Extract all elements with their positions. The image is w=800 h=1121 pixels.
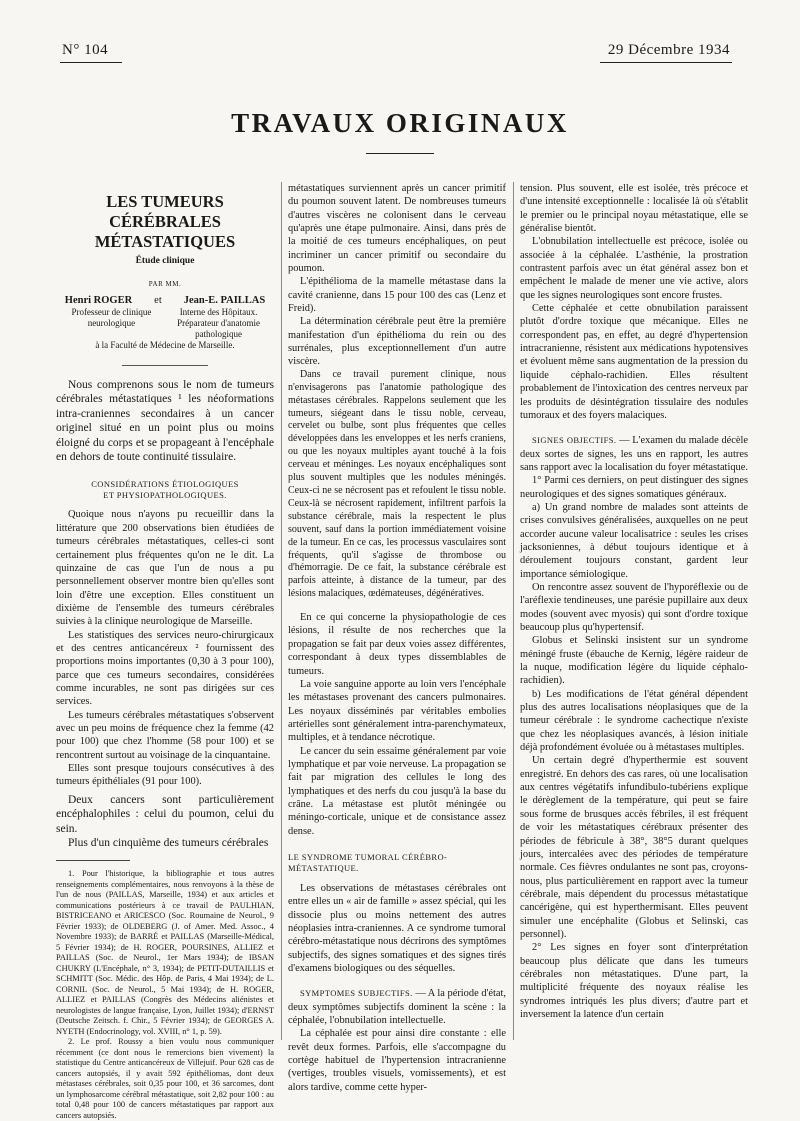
paragraph: Deux cancers sont particulièrement encéphalophiles : celui du poumon, celui du sein.: [56, 793, 274, 835]
paragraph: Les statistiques des services neuro-chirurgicaux et des centres anticancéreux ² fournissent des proportions moins importantes (0,30 à 3 pour 100), parce que ces tumeurs secondaires, considérées comme incurables, ne sont pas dirigées sur ces services.: [56, 629, 274, 708]
column-2: [288, 182, 506, 1094]
paragraph: Les tumeurs cérébrales métastatiques s'observent avec un peu moins de fréquence chez la femme (42 pour 100) que chez l'homme (58 pour 100) et se rencontrent surtout au voisinage de la cinquantaine.: [56, 709, 274, 761]
paragraph: SYMPTOMES SUBJECTIFS. — A la période d'état, deux symptômes subjectifs dominent la scène : la céphalée, l'obnubilation intellectuelle.: [288, 988, 506, 1027]
section-title: TRAVAUX ORIGINAUX: [231, 108, 569, 138]
author-affiliations: [56, 307, 274, 340]
paragraph: L'épithélioma de la mamelle métastase dans la cavité cranienne, dans 15 pour 100 des cas (Lenz et Freid).: [288, 276, 506, 315]
paragraph: métastatiques surviennent après un cancer primitif du poumon souvent latent. De nombreuses tumeurs d'autres viscères ne colonisent dans le cerveau qu'après une étape pulmonaire. Ainsi, dans près de la moitié de ces tumeurs encéphaliques, on peut incriminer un cancer primitif ou secondaire du poumon.: [288, 183, 506, 275]
paragraph: L'obnubilation intellectuelle est précoce, isolée ou associée à la céphalée. L'asthénie, la prostration contrastent parfois avec un état général assez bon et empêchent le malade de mener une vie active, alors que les signes neurologiques sont encore frustes.: [520, 236, 748, 301]
author-conjunction: et: [154, 294, 162, 306]
article-title: LES TUMEURS CÉRÉBRALES MÉTASTATIQUES: [94, 192, 236, 251]
paragraph: SIGNES OBJECTIFS. — L'examen du malade décèle deux sortes de signes, les uns en rapport, les autres sans rapport avec la localisation du foyer métastatique.: [520, 435, 748, 473]
paragraph: Quoique nous n'ayons pu recueillir dans la littérature que 200 observations bien étudiées de tumeurs cérébrales métastatiques, celles-ci sont certainement plus fréquentes qu'on ne le dit. La quinzaine de cas que l'un de nous a pu personnellement observer montre bien qu'elles sont loin d'être une exception. Elles constituent un dixième de l'ensemble des tumeurs cérébrales suivies à la clinique neurologique de Marseille.: [56, 509, 274, 628]
issue-date: 29 Décembre 1934: [607, 42, 730, 58]
footnote: 1. Pour l'historique, la bibliographie et tous autres renseignements complémentaires, nous renvoyons à la thèse de l'un de nous (PAILLAS, Marseille, 1934) et aux articles et communications postérieurs à ce travail de PAULHIAN, BISTRICEANO et ARICESCO (Soc. Roumaine de Neurol., 9 Février 1933); de OLDEBERG (J. of Amer. Med. Assoc., 4 Novembre 1933); de BARRÉ et PAILLAS (Marseille-Médical, 5 Février 1934); de H. ROGER, POURSINES, ALLIEZ et PAILLAS (Soc. de Neurol., 1er Mars 1934); de IBSAN CHUKRY (L'Encéphale, n° 3, 1934); de PETIT-DUTAILLIS et SCHMITT (Soc. Médic. des Hôp. de Paris, 4 Mai 1934); de L. CORNIL (Soc. de Neurol., 5 Mai 1934); de H. ROGER, ALLIEZ et PAILLAS (Congrès des Médecins aliénistes et neurologistes de langue française, Lyon, Juillet 1934); d'ERNST (Deutsche Zeitsch. f. Chir., 5 Février 1934); de GEORGES A. NYETH (Endocrinology, vol. XVIII, n° 1, p. 59).: [56, 869, 274, 1036]
paragraph: 2° Les signes en foyer sont d'interprétation beaucoup plus délicate que dans les tumeurs cérébrales non métastatiques. D'une part, la multiplicité fréquente des noyaux réalise les syndromes intriqués les plus divers; d'autre part et inversement la latence d'un certain: [520, 942, 748, 1020]
paragraph: Cette céphalée et cette obnubilation paraissent plutôt d'ordre toxique que mécanique. Elles ne correspondent pas, en effet, au degré d'hypertension intracranienne, résistent aux médications hypotensives et évoluent même sans augmentation de la pression du liquide céphalo-rachidien. Elles résultent probablement de l'intoxication des centres nerveux par les produits de désintégration tissulaire des nodules tumoraux et des foyers malaciques.: [520, 303, 748, 421]
authors: [56, 294, 274, 307]
paragraph: 1° Parmi ces derniers, on peut distinguer des signes neurologiques et des signes somatiques généraux.: [520, 475, 748, 500]
author-name: Jean-E. PAILLAS: [183, 294, 266, 306]
paragraph: b) Les modifications de l'état général dépendent plus des autres localisations néoplasiques que de la tumeur cérébrale : le syndrome cachectique n'existe que chez les néoplasiques avancés, à lésion initiale déjà profondément évoluée ou à métastases multiples.: [520, 688, 748, 754]
column-1: [56, 182, 274, 1121]
inline-heading: SIGNES OBJECTIFS.: [532, 435, 617, 446]
paragraph: En ce qui concerne la physiopathologie de ces lésions, il résulte de nos recherches que la propagation se fait par deux voies assez différentes, correspondant à deux types dissemblables de tumeurs.: [288, 612, 506, 677]
footnote-rule: [56, 860, 130, 861]
faculty-affiliation: à la Faculté de Médecine de Marseille.: [95, 340, 235, 351]
paragraph: Plus d'un cinquième des tumeurs cérébrales: [68, 836, 269, 849]
section-heading: CONSIDÉRATIONS ÉTIOLOGIQUES ET PHYSIOPATHOLOGIQUES.: [91, 479, 239, 501]
paragraph: La voie sanguine apporte au loin vers l'encéphale les métastases provenant des cancers pulmonaires. Les noyaux disséminés par véritables embolies artérielles sont généralement intra-parenchymateux, multiples, et à tendance nécrotique.: [288, 678, 506, 744]
paragraph: Globus et Selinski insistent sur un syndrome méningé fruste (ébauche de Kernig, légère raideur de la nuque, modification légère du liquide céphalo-rachidien).: [520, 635, 748, 687]
by-line-prefix: PAR MM.: [148, 280, 182, 289]
column-rule: [513, 182, 514, 1040]
column-rule: [281, 182, 282, 1040]
footnote: 2. Le prof. Roussy a bien voulu nous communiquer récemment (ce dont nous le remercions bien vivement) la statistique du Centre anticancéreux de Villejuif. Pour 628 cas de cancers autopsiés, il y avait 592 épithéliomas, dont deux métastases cérébrales, soit 0,35 pour 100, et 36 sarcomes, dont un lymphosarcome cérébral métastatique, soit 2,82 pour 100 : au total 0,48 pour 100 de cancers métastatiques par rapport aux cancers autopsiés.: [56, 1037, 274, 1120]
intro-paragraph: Nous comprenons sous le nom de tumeurs cérébrales métastatiques ¹ les néoformations intra-craniennes secondaires à un cancer originel situé en un point plus ou moins éloigné du corps et se propageant à l'encéphale en dehors de toute continuité tissulaire.: [56, 379, 274, 464]
heading-rule: [122, 365, 208, 366]
section-heading: LE SYNDROME TUMORAL CÉRÉBRO-MÉTASTATIQUE.: [288, 851, 448, 873]
affiliation: Professeur de clinique neurologique: [71, 307, 152, 329]
affiliation: Interne des Hôpitaux. Préparateur d'anatomie pathologique: [177, 307, 260, 340]
paragraph: Les observations de métastases cérébrales ont entre elles un « air de famille » assez spécial, qui les dissocie plus ou moins nettement des autres néoplasies intra-craniennes. A ce syndrome tumoral cérébro-métastatique nous décrirons des symptômes subjectifs, des signes somatiques et des signes tirés d'examens biologiques ou des séquelles.: [288, 882, 506, 975]
paragraph: Un certain degré d'hyperthermie est souvent enregistré. En dehors des cas rares, où une localisation aux centres végétatifs infundibulo-tubériens explique le dérèglement de la température, qui peut se faire sous forme de brusques accès fébriles, il est fréquent de voir les métastatiques cérébraux présenter des périodes de fébricule à 38°, 38°5 durant quelques jours, intercalées avec des périodes de température normale. Ces fièvres ondulantes ne sont pas, croyons-nous, plus particulièrement en rapport avec la tumeur cérébrale, mais dépendent du processus métastatique cancérigène, qui est hyperthermisant. Elles peuvent simuler une encéphalite (Globus et Selinski, cas personnel).: [520, 755, 748, 940]
paragraph: tension. Plus souvent, elle est isolée, très précoce et d'une intensité exceptionnelle : localisée là où s'établit le premier ou le principal noyau métastatique, elle se généralise bientôt.: [520, 183, 748, 235]
paragraph: La détermination cérébrale peut être la première manifestation d'un épithélioma du rein ou des surrénales, plus exceptionnellement d'un autre viscère.: [288, 316, 506, 368]
header-rule-left: [60, 62, 122, 63]
column-3: [520, 182, 748, 1021]
paragraph: Elles sont presque toujours consécutives à des tumeurs épithéliales (91 pour 100).: [56, 763, 274, 788]
paragraph: On rencontre assez souvent de l'hyporéflexie ou de l'aréflexie tendineuses, une parésie pupillaire aux deux modes (souvent avec myosis) qui sont d'ordre toxique beaucoup plus qu'hypertensif.: [520, 581, 748, 633]
section-title-rule: [366, 153, 434, 154]
paragraph: Dans ce travail purement clinique, nous n'envisagerons pas l'anatomie pathologique des métastases cérébrales. Rappelons seulement que les tumeurs, siégeant dans le tissu noble, cerveau, cervelet ou bulbe, sont plus fréquentes que celles développées dans les enveloppes et les nerfs craniens, ou que les noyaux multiples ayant touché à la fois cerveau et méninges. Les noyaux encéphaliques sont plus souvent multiples que les nodules méningés. Ceux-ci ne se nécrosent pas et refoulent le tissu noble. Ceux-là se nécrosent rapidement, infiltrent parfois la substance cérébrale, mais la respectent le plus souvent, sauf dans la portion immédiatement voisine de la tumeur. En ce cas, les processus vasculaires sont fréquents, qu'il s'agisse de thrombose ou d'hémorragie. De ce fait, la substance cérébrale est parfois atteinte, à distance de la tumeur, par des lésions malaciques, œdémateuses, dégénératives.: [288, 368, 506, 600]
header-rule-right: [600, 62, 732, 63]
paragraph: La céphalée est pour ainsi dire constante : elle revêt deux formes. Parfois, elle s'accompagne du cortège habituel de l'hypertension intracranienne (vertiges, troubles visuels, vomissements), et est alors tardive, comme cette hyper-: [288, 1028, 506, 1093]
article-subtitle: Étude clinique: [135, 256, 195, 266]
inline-heading: SYMPTOMES SUBJECTIFS.: [300, 988, 413, 999]
paragraph: a) Un grand nombre de malades sont atteints de crises convulsives généralisées, auxquelles on ne peut accorder aucune valeur localisatrice : seules les crises jacksoniennes, à début toujours identique et à déroulement toujours constant, gardent leur importance sémiologique.: [520, 501, 748, 580]
issue-number: N° 104: [62, 42, 109, 58]
paragraph: Le cancer du sein essaime généralement par voie lymphatique et par voie nerveuse. La propagation se fait par migration des cellules le long des lymphatiques et des nerfs du cou jusqu'à la base du crâne. La métastase est plutôt méningée ou méningo-corticale, unique et de consistance assez dense.: [288, 745, 506, 837]
author-name: Henri ROGER: [64, 294, 133, 306]
